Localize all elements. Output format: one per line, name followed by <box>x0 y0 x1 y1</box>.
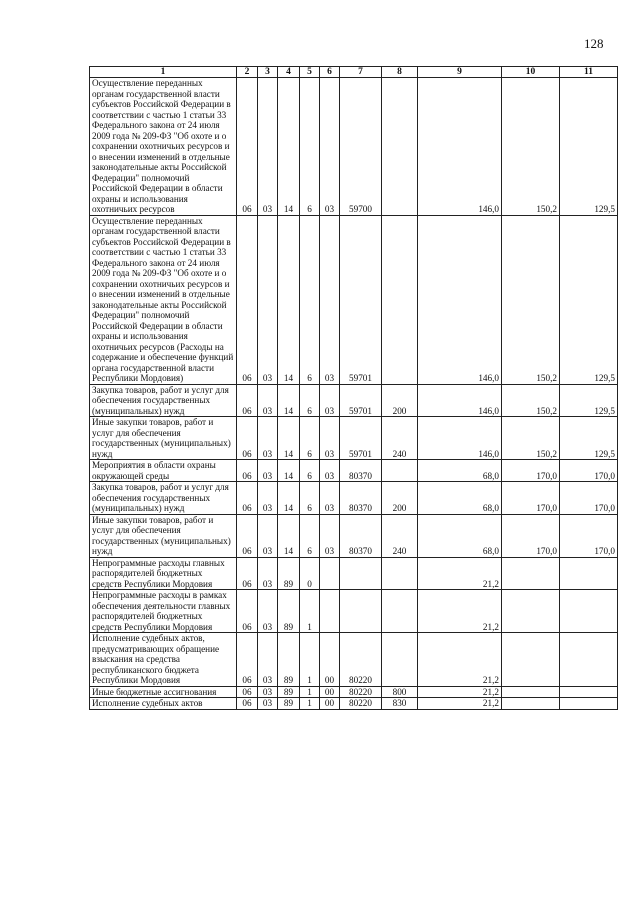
amount-year1-cell: 146,0 <box>418 417 502 460</box>
subprogram-code-cell: 6 <box>300 215 320 384</box>
amount-year2-cell: 170,0 <box>502 514 560 557</box>
expense-type-cell: 800 <box>382 686 418 698</box>
subsection-code-cell: 03 <box>258 698 278 710</box>
amount-year3-cell <box>560 698 618 710</box>
event-code-cell: 03 <box>320 215 340 384</box>
subprogram-code-cell: 6 <box>300 78 320 216</box>
section-code-cell: 06 <box>237 215 258 384</box>
table-row <box>90 557 618 590</box>
amount-year2-cell: 150,2 <box>502 215 560 384</box>
column-header: 7 <box>340 67 382 78</box>
amount-year3-cell: 129,5 <box>560 215 618 384</box>
expense-type-cell: 200 <box>382 384 418 417</box>
column-header: 3 <box>258 67 278 78</box>
event-code-cell: 03 <box>320 417 340 460</box>
section-code-cell: 06 <box>237 514 258 557</box>
row-name-cell: Непрограммные расходы в рамках обеспечения деятельности главных распорядителей бюджетных средств Республики Мордовия <box>90 590 237 633</box>
row-name-cell: Непрограммные расходы главных распорядителей бюджетных средств Республики Мордовия <box>90 557 237 590</box>
row-name-cell: Иные закупки товаров, работ и услуг для обеспечения государственных (муниципальных) нужд <box>90 417 237 460</box>
subprogram-code-cell: 1 <box>300 633 320 687</box>
event-code-cell: 03 <box>320 460 340 482</box>
amount-year3-cell <box>560 590 618 633</box>
target-article-cell: 80220 <box>340 686 382 698</box>
event-code-cell: 03 <box>320 78 340 216</box>
amount-year2-cell: 150,2 <box>502 417 560 460</box>
event-code-cell: 03 <box>320 514 340 557</box>
subprogram-code-cell: 6 <box>300 417 320 460</box>
table-row <box>90 78 618 216</box>
target-article-cell: 80370 <box>340 460 382 482</box>
row-name-cell: Иные бюджетные ассигнования <box>90 686 237 698</box>
section-code-cell: 06 <box>237 633 258 687</box>
subsection-code-cell: 03 <box>258 633 278 687</box>
table-body <box>90 78 618 710</box>
event-code-cell: 03 <box>320 384 340 417</box>
amount-year1-cell: 146,0 <box>418 384 502 417</box>
subsection-code-cell: 03 <box>258 590 278 633</box>
table-row <box>90 633 618 687</box>
row-name-cell: Осуществление переданных органам государственной власти субъектов Российской Федерации в соответствии с частью 1 статьи 33 Федерального закона от 24 июля 2009 года № 209-ФЗ "Об охоте и о сохранении охотничьих ресурсов и о внесении изменений в отдельные законодательные акты Российской Федерации" полномочий Российской Федерации в области охраны и использования охотничьих ресурсов <box>90 78 237 216</box>
target-article-cell: 80220 <box>340 633 382 687</box>
expense-type-cell: 240 <box>382 514 418 557</box>
page-number: 128 <box>584 36 604 51</box>
subprogram-code-cell: 1 <box>300 686 320 698</box>
table-row <box>90 590 618 633</box>
amount-year1-cell: 21,2 <box>418 686 502 698</box>
section-code-cell: 06 <box>237 78 258 216</box>
expense-type-cell <box>382 215 418 384</box>
subprogram-code-cell: 6 <box>300 384 320 417</box>
target-article-cell: 59700 <box>340 78 382 216</box>
program-code-cell: 14 <box>278 460 300 482</box>
amount-year2-cell <box>502 633 560 687</box>
table-row <box>90 514 618 557</box>
row-name-cell: Закупка товаров, работ и услуг для обеспечения государственных (муниципальных) нужд <box>90 482 237 515</box>
program-code-cell: 14 <box>278 215 300 384</box>
subsection-code-cell: 03 <box>258 384 278 417</box>
event-code-cell: 00 <box>320 633 340 687</box>
target-article-cell: 59701 <box>340 215 382 384</box>
amount-year2-cell: 150,2 <box>502 384 560 417</box>
subsection-code-cell: 03 <box>258 482 278 515</box>
subprogram-code-cell: 6 <box>300 514 320 557</box>
expense-type-cell: 240 <box>382 417 418 460</box>
expense-type-cell <box>382 633 418 687</box>
program-code-cell: 89 <box>278 633 300 687</box>
event-code-cell: 00 <box>320 698 340 710</box>
table-row <box>90 686 618 698</box>
expense-type-cell: 830 <box>382 698 418 710</box>
column-header: 4 <box>278 67 300 78</box>
expense-type-cell <box>382 78 418 216</box>
subsection-code-cell: 03 <box>258 514 278 557</box>
amount-year2-cell <box>502 686 560 698</box>
subprogram-code-cell: 6 <box>300 460 320 482</box>
subprogram-code-cell: 6 <box>300 482 320 515</box>
amount-year2-cell <box>502 590 560 633</box>
section-code-cell: 06 <box>237 384 258 417</box>
budget-table <box>89 66 618 710</box>
amount-year3-cell: 129,5 <box>560 417 618 460</box>
section-code-cell: 06 <box>237 698 258 710</box>
program-code-cell: 14 <box>278 482 300 515</box>
column-header-row <box>90 67 618 78</box>
table-row <box>90 384 618 417</box>
row-name-cell: Иные закупки товаров, работ и услуг для обеспечения государственных (муниципальных) нужд <box>90 514 237 557</box>
column-header: 8 <box>382 67 418 78</box>
program-code-cell: 14 <box>278 417 300 460</box>
target-article-cell <box>340 557 382 590</box>
section-code-cell: 06 <box>237 460 258 482</box>
subprogram-code-cell: 0 <box>300 557 320 590</box>
subprogram-code-cell: 1 <box>300 698 320 710</box>
expense-type-cell <box>382 460 418 482</box>
event-code-cell: 00 <box>320 686 340 698</box>
amount-year1-cell: 68,0 <box>418 514 502 557</box>
table-row <box>90 482 618 515</box>
program-code-cell: 89 <box>278 698 300 710</box>
subsection-code-cell: 03 <box>258 78 278 216</box>
expense-type-cell: 200 <box>382 482 418 515</box>
column-header: 9 <box>418 67 502 78</box>
column-header: 5 <box>300 67 320 78</box>
row-name-cell: Исполнение судебных актов <box>90 698 237 710</box>
amount-year3-cell <box>560 686 618 698</box>
subsection-code-cell: 03 <box>258 557 278 590</box>
expense-type-cell <box>382 590 418 633</box>
target-article-cell: 80370 <box>340 482 382 515</box>
target-article-cell: 59701 <box>340 417 382 460</box>
amount-year1-cell: 68,0 <box>418 460 502 482</box>
amount-year2-cell: 170,0 <box>502 460 560 482</box>
target-article-cell: 80220 <box>340 698 382 710</box>
column-header: 6 <box>320 67 340 78</box>
column-header: 10 <box>502 67 560 78</box>
section-code-cell: 06 <box>237 590 258 633</box>
program-code-cell: 14 <box>278 384 300 417</box>
section-code-cell: 06 <box>237 686 258 698</box>
table-row <box>90 698 618 710</box>
table-row <box>90 215 618 384</box>
amount-year1-cell: 68,0 <box>418 482 502 515</box>
row-name-cell: Мероприятия в области охраны окружающей среды <box>90 460 237 482</box>
amount-year3-cell: 129,5 <box>560 384 618 417</box>
amount-year3-cell: 170,0 <box>560 482 618 515</box>
section-code-cell: 06 <box>237 417 258 460</box>
amount-year3-cell <box>560 633 618 687</box>
subsection-code-cell: 03 <box>258 686 278 698</box>
amount-year3-cell: 129,5 <box>560 78 618 216</box>
subsection-code-cell: 03 <box>258 215 278 384</box>
amount-year3-cell: 170,0 <box>560 460 618 482</box>
subsection-code-cell: 03 <box>258 460 278 482</box>
amount-year2-cell <box>502 698 560 710</box>
column-header: 11 <box>560 67 618 78</box>
amount-year2-cell: 150,2 <box>502 78 560 216</box>
amount-year1-cell: 146,0 <box>418 215 502 384</box>
amount-year1-cell: 21,2 <box>418 557 502 590</box>
row-name-cell: Исполнение судебных актов, предусматривающих обращение взыскания на средства республиканского бюджета Республики Мордовия <box>90 633 237 687</box>
program-code-cell: 89 <box>278 590 300 633</box>
expense-type-cell <box>382 557 418 590</box>
column-header: 2 <box>237 67 258 78</box>
target-article-cell <box>340 590 382 633</box>
table-row <box>90 417 618 460</box>
row-name-cell: Закупка товаров, работ и услуг для обеспечения государственных (муниципальных) нужд <box>90 384 237 417</box>
event-code-cell: 03 <box>320 482 340 515</box>
amount-year3-cell: 170,0 <box>560 514 618 557</box>
amount-year3-cell <box>560 557 618 590</box>
program-code-cell: 89 <box>278 686 300 698</box>
amount-year1-cell: 21,2 <box>418 590 502 633</box>
amount-year1-cell: 21,2 <box>418 633 502 687</box>
target-article-cell: 80370 <box>340 514 382 557</box>
event-code-cell <box>320 557 340 590</box>
amount-year1-cell: 21,2 <box>418 698 502 710</box>
amount-year1-cell: 146,0 <box>418 78 502 216</box>
section-code-cell: 06 <box>237 557 258 590</box>
amount-year2-cell <box>502 557 560 590</box>
subprogram-code-cell: 1 <box>300 590 320 633</box>
program-code-cell: 14 <box>278 78 300 216</box>
table-row <box>90 460 618 482</box>
section-code-cell: 06 <box>237 482 258 515</box>
amount-year2-cell: 170,0 <box>502 482 560 515</box>
column-header: 1 <box>90 67 237 78</box>
program-code-cell: 14 <box>278 514 300 557</box>
subsection-code-cell: 03 <box>258 417 278 460</box>
target-article-cell: 59701 <box>340 384 382 417</box>
event-code-cell <box>320 590 340 633</box>
row-name-cell: Осуществление переданных органам государственной власти субъектов Российской Федерации в соответствии с частью 1 статьи 33 Федерального закона от 24 июля 2009 года № 209-ФЗ "Об охоте и о сохранении охотничьих ресурсов и о внесении изменений в отдельные законодательные акты Российской Федерации" полномочий Российской Федерации в области охраны и использования охотничьих ресурсов (Расходы на содержание и обеспечение функций органа государственной власти Республики Мордовия) <box>90 215 237 384</box>
program-code-cell: 89 <box>278 557 300 590</box>
